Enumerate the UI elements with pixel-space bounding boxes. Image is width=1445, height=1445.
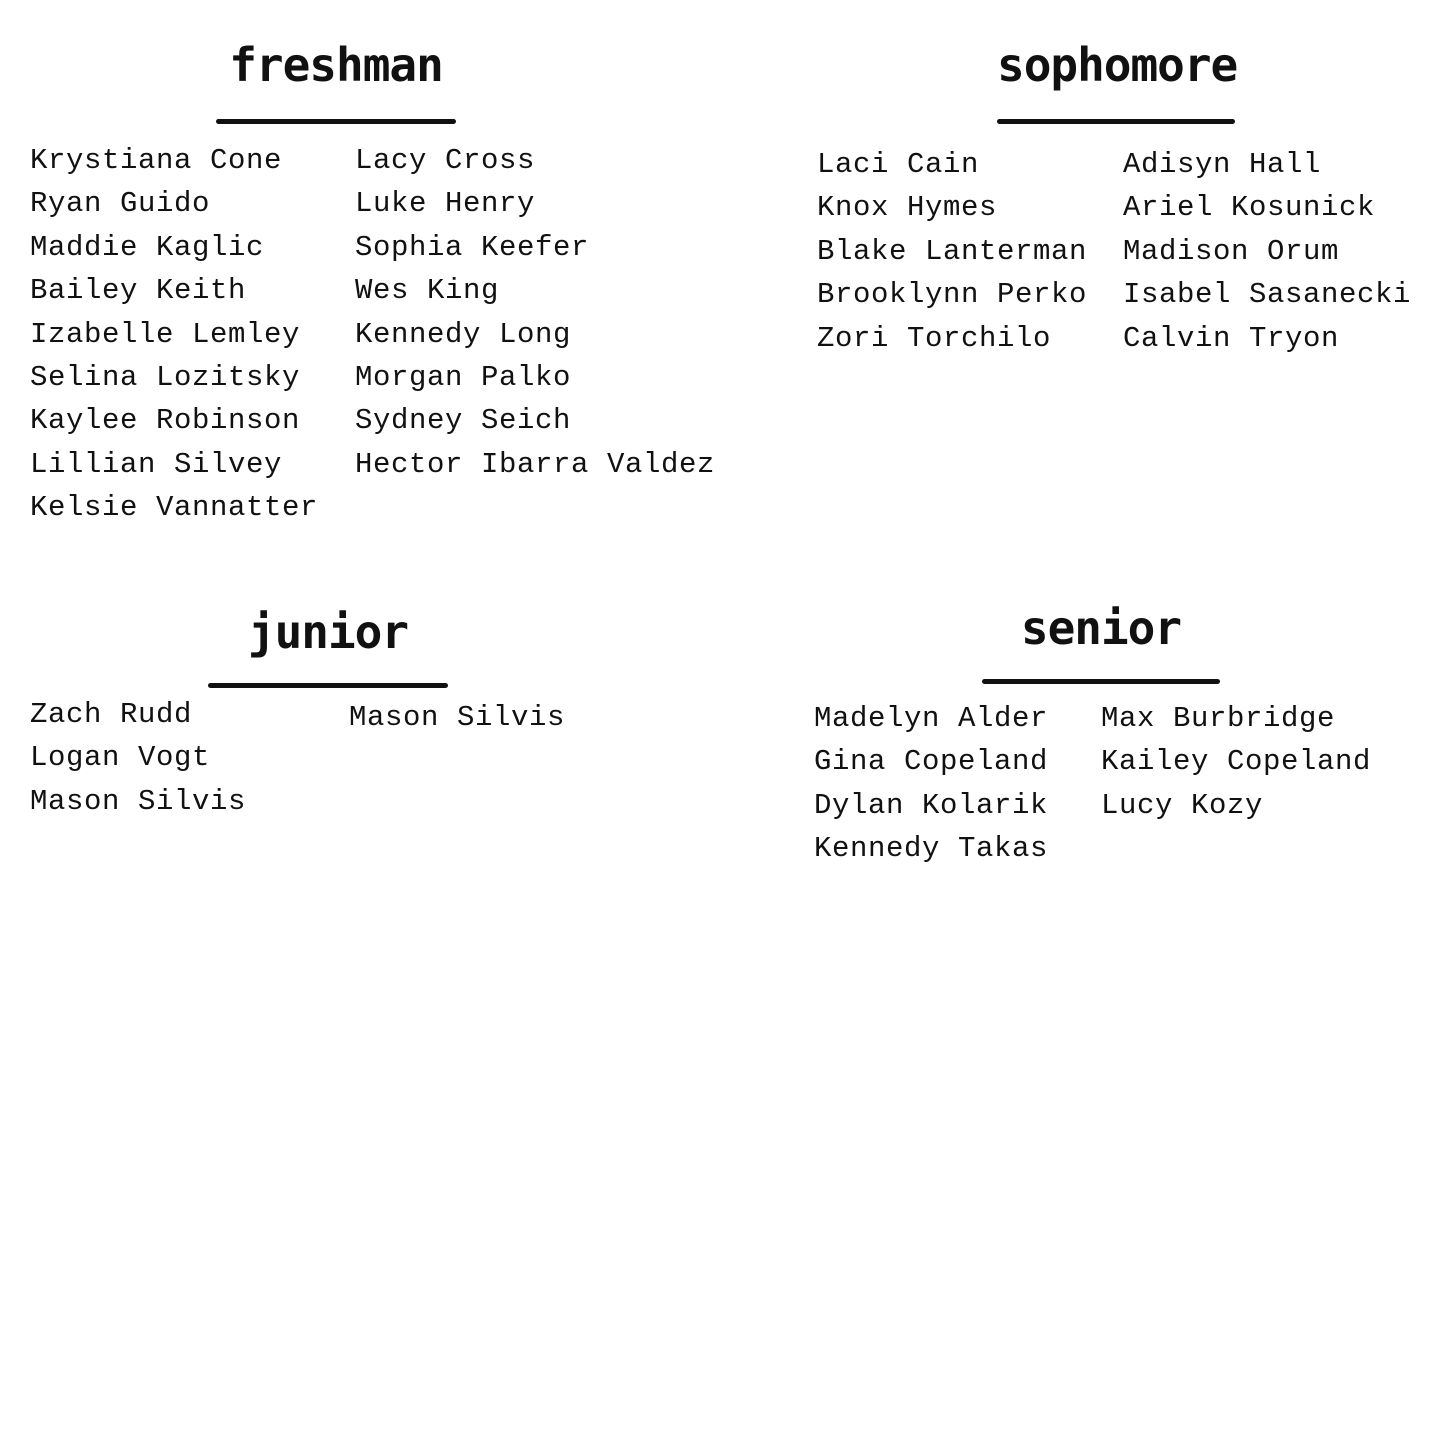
list-item: Kailey Copeland <box>1101 745 1372 779</box>
list-item: Kelsie Vannatter <box>30 491 319 525</box>
list-item: Hector Ibarra Valdez <box>355 447 716 481</box>
list-item: Knox Hymes <box>817 191 998 225</box>
list-item: Blake Lanterman <box>817 234 1088 268</box>
list-item: Mason Silvis <box>349 701 566 734</box>
freshman-heading: freshman <box>229 38 443 92</box>
senior-column-2 <box>1101 697 1371 827</box>
list-item: Max Burbridge <box>1101 702 1336 735</box>
sophomore-underline <box>997 119 1235 124</box>
list-item: Zori Torchilo <box>817 321 1052 355</box>
sophomore-column-1 <box>817 143 1087 360</box>
list-item: Adisyn Hall <box>1123 148 1322 181</box>
freshman-column-1 <box>30 139 318 530</box>
junior-column-2 <box>349 696 565 739</box>
freshman-column-2 <box>355 139 715 486</box>
senior-underline <box>982 679 1220 684</box>
junior-heading: junior <box>247 605 409 659</box>
list-item: Gina Copeland <box>814 745 1049 779</box>
list-item: Lucy Kozy <box>1101 788 1264 822</box>
list-item: Madison Orum <box>1123 234 1340 268</box>
list-item: Maddie Kaglic <box>30 230 265 264</box>
sophomore-heading: sophomore <box>997 38 1238 92</box>
list-item: Madelyn Alder <box>814 702 1049 735</box>
list-item: Dylan Kolarik <box>814 788 1049 822</box>
list-item: Krystiana Cone <box>30 144 283 177</box>
junior-underline <box>208 683 448 688</box>
list-item: Kennedy Takas <box>814 832 1049 866</box>
freshman-underline <box>216 119 456 124</box>
list-item: Isabel Sasanecki <box>1123 278 1412 312</box>
list-item: Kaylee Robinson <box>30 404 301 438</box>
list-item: Luke Henry <box>355 187 536 221</box>
senior-column-1 <box>814 697 1048 871</box>
sophomore-column-2 <box>1123 143 1411 360</box>
list-item: Bailey Keith <box>30 274 247 308</box>
list-item: Ryan Guido <box>30 187 211 221</box>
list-item: Izabelle Lemley <box>30 317 301 351</box>
senior-heading: senior <box>1020 601 1182 655</box>
list-item: Sophia Keefer <box>355 230 590 264</box>
list-item: Zach Rudd <box>30 698 193 731</box>
junior-column-1 <box>30 693 246 823</box>
list-item: Sydney Seich <box>355 404 572 438</box>
list-item: Kennedy Long <box>355 317 572 351</box>
list-item: Morgan Palko <box>355 360 572 394</box>
list-item: Laci Cain <box>817 148 980 181</box>
list-item: Selina Lozitsky <box>30 360 301 394</box>
list-item: Logan Vogt <box>30 741 211 775</box>
list-item: Calvin Tryon <box>1123 321 1340 355</box>
list-item: Mason Silvis <box>30 784 247 818</box>
list-item: Brooklynn Perko <box>817 278 1088 312</box>
list-item: Lillian Silvey <box>30 447 283 481</box>
list-item: Lacy Cross <box>355 144 536 177</box>
list-item: Ariel Kosunick <box>1123 191 1376 225</box>
list-item: Wes King <box>355 274 500 308</box>
